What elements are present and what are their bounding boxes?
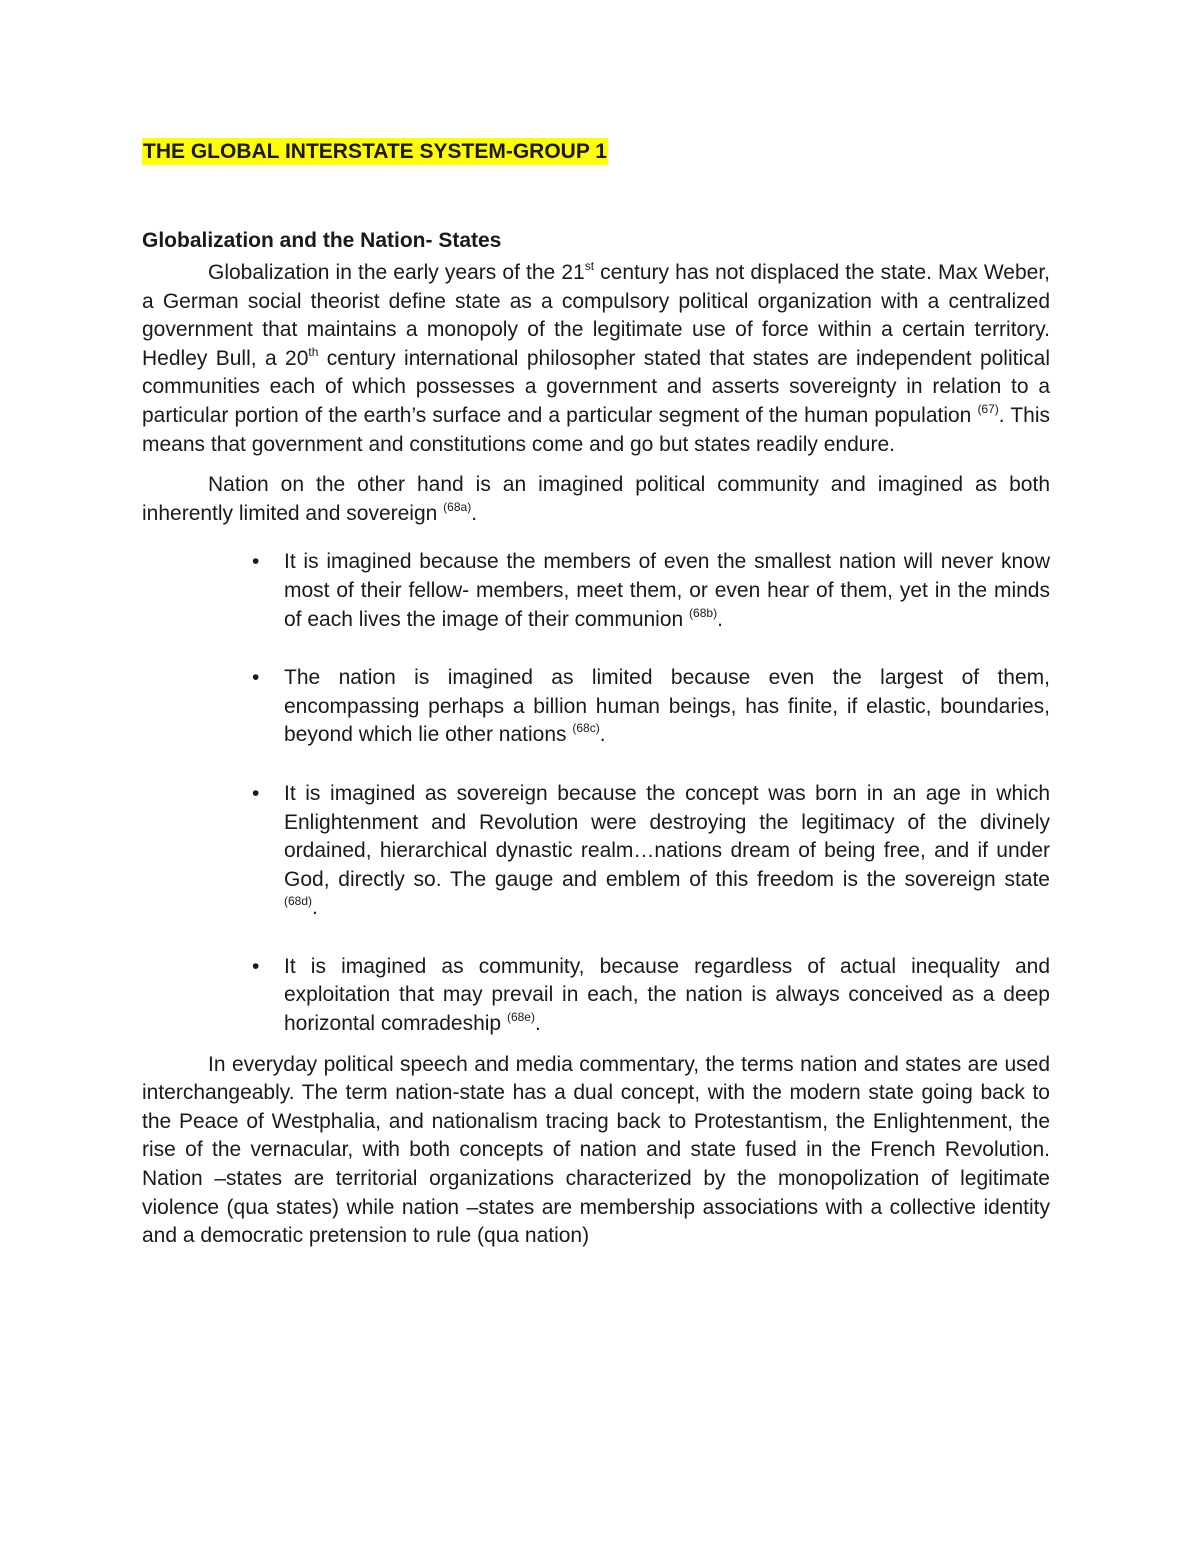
paragraph-1-text-4: . This means that government and constitutions come and go but states readily endure. bbox=[142, 403, 1050, 456]
document-page bbox=[142, 138, 1050, 1251]
bullet-end: . bbox=[312, 896, 318, 920]
bullet-mark: • bbox=[252, 781, 260, 805]
citation-68e: (68e) bbox=[506, 1010, 535, 1025]
citation-67: (67) bbox=[977, 401, 999, 416]
paragraph-2-text-1: Nation on the other hand is an imagined political community and imagined as both inherently limited and sovereign bbox=[142, 473, 1050, 525]
citation-68c: (68c) bbox=[572, 721, 600, 736]
bullet-item bbox=[142, 664, 1050, 750]
bullet-list bbox=[142, 548, 1050, 1038]
bullet-text: It is imagined because the members of even the smallest nation will never know most of their fellow- members, meet them, or even hear of them, yet in the minds of each lives the image of their communion bbox=[284, 550, 1050, 631]
section-heading: Globalization and the Nation- States bbox=[142, 229, 502, 252]
bullet-item bbox=[142, 953, 1050, 1039]
bullet-item bbox=[142, 548, 1050, 634]
bullet-end: . bbox=[599, 723, 606, 747]
paragraph-1-text-2: century has not displaced the state. Max Weber, a German social theorist define state as a compulsory political organization with a centralized government that maintains a monopoly of the legitimate use of force within a certain territory. Hedley Bull, a 20 bbox=[142, 261, 1050, 370]
superscript-st: st bbox=[584, 259, 595, 273]
document-title: THE GLOBAL INTERSTATE SYSTEM-GROUP 1 bbox=[143, 140, 607, 163]
bullet-item bbox=[142, 780, 1050, 923]
paragraph-1-text-3: century international philosopher stated that states are independent political communities each of which possesses a government and asserts sovereignty in relation to a particular portion of the earth’s surface and a particular segment of the human population bbox=[142, 346, 1050, 427]
bullet-text: It is imagined as sovereign because the concept was born in an age in which Enlightenment and Revolution were destroying the legitimacy of the divinely ordained, hierarchical dynastic realm…nations dream of being free, and if under God, directly so. The gauge and emblem of this freedom is the sovereign state bbox=[284, 781, 1050, 891]
paragraph-1-text-1: Globalization in the early years of the 21 bbox=[208, 261, 585, 284]
citation-68a: (68a) bbox=[443, 499, 472, 514]
bullet-end: . bbox=[534, 1012, 541, 1036]
citation-68d: (68d) bbox=[284, 894, 313, 909]
bullet-mark: • bbox=[252, 954, 260, 978]
bullet-mark: • bbox=[252, 666, 260, 690]
bullet-text: It is imagined as community, because regardless of actual inequality and exploitation that may prevail in each, the nation is always conceived as a deep horizontal comradeship bbox=[284, 954, 1050, 1036]
bullet-text: The nation is imagined as limited because even the largest of them, encompassing perhaps a billion human beings, has finite, if elastic, boundaries, beyond which lie other nations bbox=[284, 666, 1050, 747]
paragraph-2-text-2: . bbox=[471, 501, 478, 525]
paragraph-2 bbox=[142, 471, 1050, 528]
citation-68b: (68b) bbox=[689, 605, 718, 620]
bullet-mark: • bbox=[252, 550, 260, 574]
bullet-end: . bbox=[717, 607, 723, 631]
superscript-th: th bbox=[308, 344, 319, 359]
paragraph-3: In everyday political speech and media commentary, the terms nation and states are used interchangeably. The term nation-state has a dual concept, with the modern state going back to the Peace of Westphalia, and nationalism tracing back to Protestantism, the Enlightenment, the rise of the vernacular, with both concepts of nation and state fused in the French Revolution. Nation –states are territorial organizations characterized by the monopolization of legitimate violence (qua states) while nation –states are membership associations with a collective identity and a democratic pretension to rule (qua nation) bbox=[142, 1052, 1050, 1248]
paragraph-1 bbox=[142, 259, 1050, 459]
